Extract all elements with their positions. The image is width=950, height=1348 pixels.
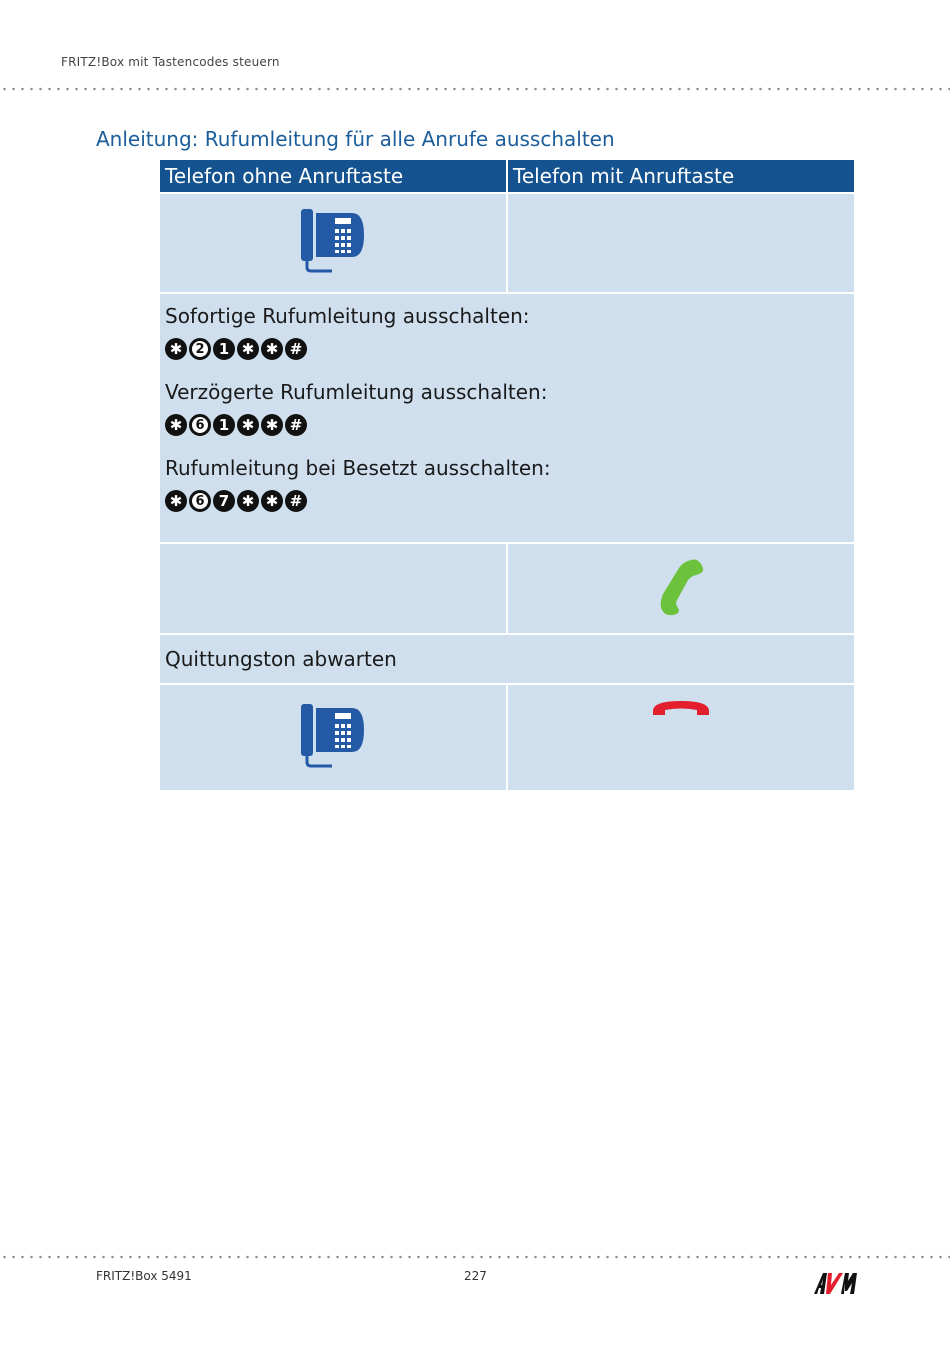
hash-key-icon: # bbox=[285, 414, 307, 436]
table-row-codes bbox=[160, 294, 854, 542]
running-header: FRITZ!Box mit Tastencodes steuern bbox=[61, 55, 280, 69]
digit-key-icon: 7 bbox=[213, 490, 235, 512]
digit-key-icon: 2 bbox=[189, 338, 211, 360]
code-label: Rufumleitung bei Besetzt ausschalten: bbox=[165, 456, 551, 480]
digit-key-icon: 1 bbox=[213, 414, 235, 436]
code-label: Sofortige Rufumleitung ausschalten: bbox=[165, 304, 530, 328]
table-cell bbox=[508, 544, 854, 633]
instruction-table bbox=[158, 158, 856, 792]
col-header-without-call-key: Telefon ohne Anruftaste bbox=[160, 160, 506, 192]
code-block-delayed bbox=[165, 380, 849, 436]
table-cell bbox=[160, 194, 506, 292]
table-row bbox=[160, 544, 854, 633]
desk-phone-icon bbox=[300, 209, 366, 273]
top-dotted-divider bbox=[0, 87, 950, 91]
star-key-icon: ✱ bbox=[237, 490, 259, 512]
table-header-row bbox=[160, 160, 854, 192]
code-block-busy bbox=[165, 456, 849, 512]
digit-key-icon: 6 bbox=[189, 414, 211, 436]
hash-key-icon: # bbox=[285, 338, 307, 360]
star-key-icon: ✱ bbox=[261, 490, 283, 512]
digit-key-icon: 1 bbox=[213, 338, 235, 360]
star-key-icon: ✱ bbox=[165, 414, 187, 436]
star-key-icon: ✱ bbox=[165, 490, 187, 512]
green-handset-icon bbox=[657, 558, 705, 616]
star-key-icon: ✱ bbox=[237, 338, 259, 360]
avm-logo-icon bbox=[814, 1271, 858, 1295]
star-key-icon: ✱ bbox=[261, 338, 283, 360]
table-row bbox=[160, 685, 854, 790]
section-title: Anleitung: Rufumleitung für alle Anrufe ausschalten bbox=[96, 126, 615, 151]
key-sequence bbox=[165, 414, 849, 436]
codes-cell bbox=[160, 294, 854, 542]
table-cell bbox=[160, 685, 506, 790]
star-key-icon: ✱ bbox=[237, 414, 259, 436]
col-header-with-call-key: Telefon mit Anruftaste bbox=[508, 160, 854, 192]
table-cell-empty bbox=[508, 194, 854, 292]
desk-phone-icon bbox=[300, 704, 366, 768]
table-cell-empty bbox=[160, 544, 506, 633]
key-sequence bbox=[165, 338, 849, 360]
code-label: Verzögerte Rufumleitung ausschalten: bbox=[165, 380, 548, 404]
table-cell bbox=[508, 685, 854, 790]
bottom-dotted-divider bbox=[0, 1255, 950, 1259]
hash-key-icon: # bbox=[285, 490, 307, 512]
wait-text: Quittungston abwarten bbox=[160, 635, 854, 683]
code-block-immediate bbox=[165, 304, 849, 360]
table-row bbox=[160, 194, 854, 292]
digit-key-icon: 6 bbox=[189, 490, 211, 512]
red-handset-icon bbox=[651, 699, 711, 717]
table-row bbox=[160, 635, 854, 683]
key-sequence bbox=[165, 490, 849, 512]
page-number: 227 bbox=[464, 1269, 487, 1283]
footer-product: FRITZ!Box 5491 bbox=[96, 1269, 192, 1283]
star-key-icon: ✱ bbox=[165, 338, 187, 360]
star-key-icon: ✱ bbox=[261, 414, 283, 436]
